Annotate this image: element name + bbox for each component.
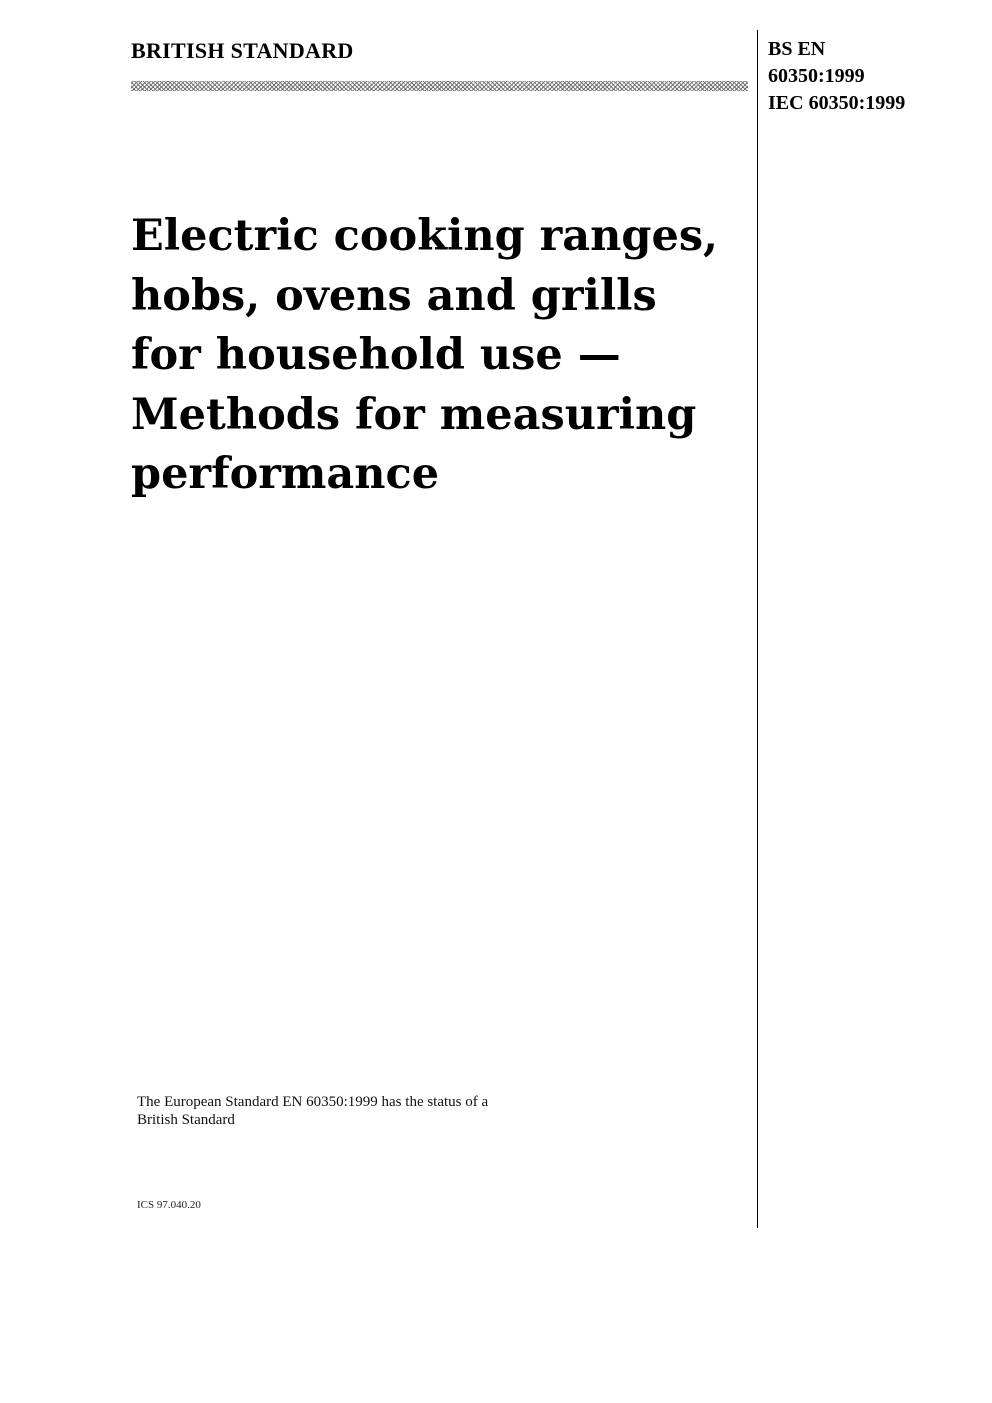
designation-line: 60350:1999	[768, 65, 865, 87]
series-label: BRITISH STANDARD	[131, 38, 354, 63]
hatched-divider	[131, 81, 748, 91]
designation-line: BS EN	[768, 38, 826, 60]
title-line: performance	[131, 449, 440, 499]
title-line: Electric cooking ranges,	[131, 211, 719, 261]
standard-designation	[768, 36, 905, 117]
document-title	[131, 207, 741, 505]
status-line: British Standard	[137, 1112, 235, 1128]
designation-line: IEC 60350:1999	[768, 92, 906, 114]
title-line: for household use —	[131, 330, 621, 380]
title-line: hobs, ovens and grills	[131, 270, 657, 321]
status-note	[137, 1093, 488, 1129]
vertical-divider	[757, 30, 758, 1228]
title-line: Methods for measuring	[131, 389, 697, 440]
ics-code: ICS 97.040.20	[137, 1199, 201, 1211]
status-line: The European Standard EN 60350:1999 has the status of a	[137, 1094, 489, 1110]
